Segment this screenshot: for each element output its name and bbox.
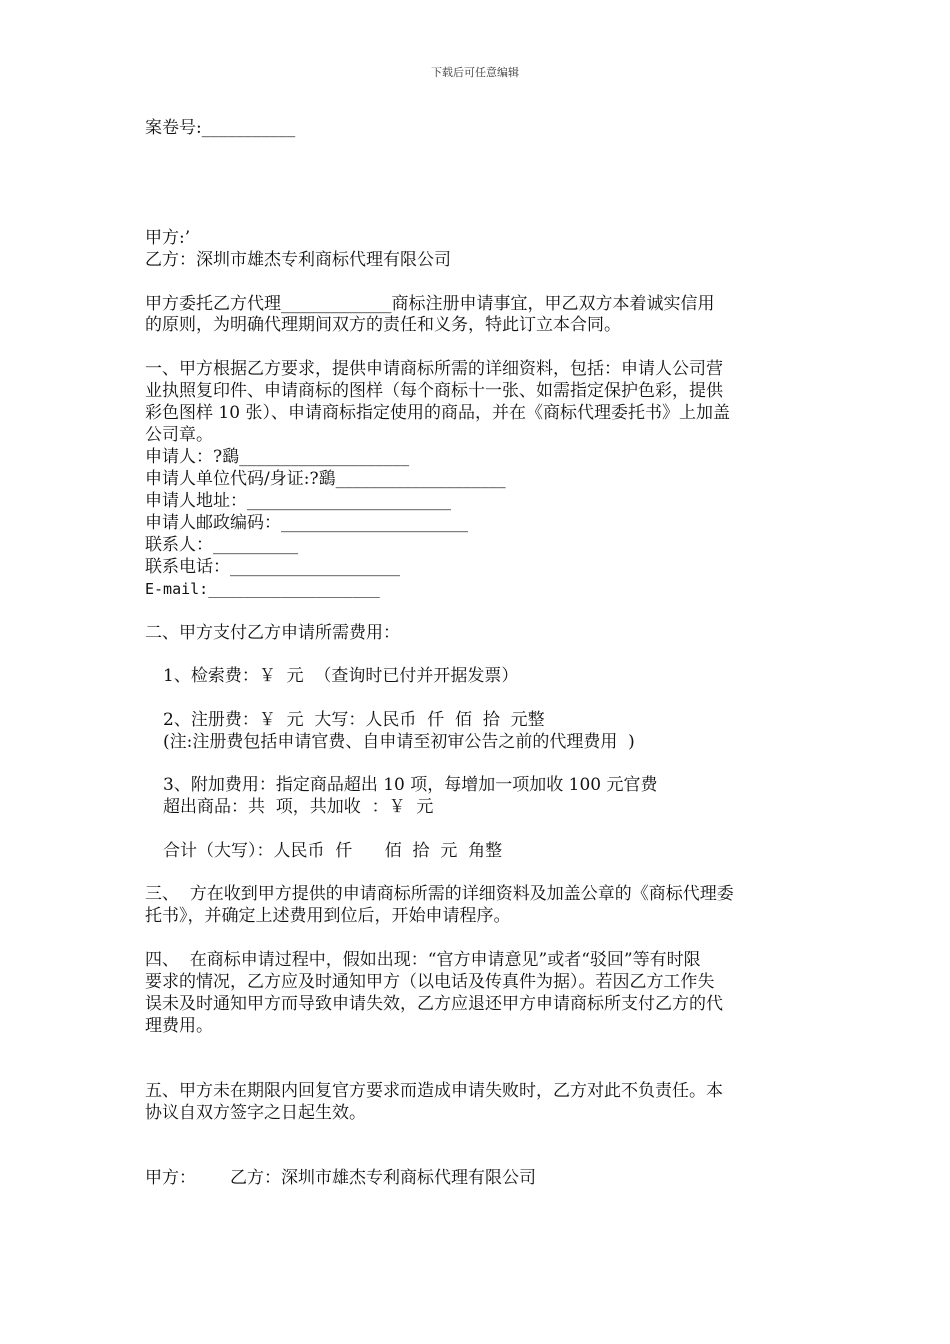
fee-additional: 3、附加费用：指定商品超出 10 项，每增加一项加收 100 元官费 xyxy=(163,775,658,795)
field-contact: 联系人：__________ xyxy=(145,535,298,555)
section-3-line-2: 托书》，并确定上述费用到位后，开始申请程序。 xyxy=(145,906,511,926)
field-postcode: 申请人邮政编码：______________________ xyxy=(145,513,468,533)
intro-line-1: 甲方委托乙方代理_____________商标注册申请事宜，甲乙双方本着诚实信用 xyxy=(145,294,715,314)
fee-total: 合计（大写）：人民币 仟 佰 拾 元 角整 xyxy=(163,841,503,861)
field-email: E-mail:___________________ xyxy=(145,580,380,598)
signature-party-a: 甲方： xyxy=(145,1168,196,1188)
section-3-line-1: 三、 方在收到甲方提供的申请商标所需的详细资料及加盖公章的《商标代理委 xyxy=(145,884,734,904)
field-applicant: 申请人：?鷂____________________ xyxy=(145,447,410,467)
signature-party-b: 乙方：深圳市雄杰专利商标代理有限公司 xyxy=(230,1168,536,1188)
section-1-line-3: 彩色图样 10 张）、申请商标指定使用的商品，并在《商标代理委托书》上加盖 xyxy=(145,403,730,423)
intro-line-2: 的原则，为明确代理期间双方的责任和义务，特此订立本合同。 xyxy=(145,315,621,335)
section-1-line-4: 公司章。 xyxy=(145,425,213,445)
section-5-line-1: 五、甲方未在期限内回复官方要求而造成申请失败时，乙方对此不负责任。本 xyxy=(145,1081,723,1101)
fee-registration-note: (注:注册费包括申请官费、自申请至初审公告之前的代理费用 ) xyxy=(163,732,635,752)
party-b-line: 乙方：深圳市雄杰专利商标代理有限公司 xyxy=(145,250,451,270)
fee-additional-sub: 超出商品：共 项，共加收 ：￥ 元 xyxy=(163,797,434,817)
page-header: 下载后可任意编辑 xyxy=(431,66,519,79)
section-4-line-3: 误未及时通知甲方而导致申请失效，乙方应退还甲方申请商标所支付乙方的代 xyxy=(145,994,723,1014)
section-2-title: 二、甲方支付乙方申请所需费用： xyxy=(145,623,400,643)
fee-search: 1、检索费：￥ 元 （查询时已付并开据发票） xyxy=(163,666,519,686)
section-4-line-2: 要求的情况，乙方应及时通知甲方（以电话及传真件为据）。若因乙方工作失 xyxy=(145,972,715,992)
section-1-line-1: 一、甲方根据乙方要求，提供申请商标所需的详细资料，包括：申请人公司营 xyxy=(145,359,723,379)
section-1-line-2: 业执照复印件、申请商标的图样（每个商标十一张、如需指定保护色彩，提供 xyxy=(145,381,723,401)
case-number: 案卷号:___________ xyxy=(145,118,296,138)
section-4-line-1: 四、 在商标申请过程中，假如出现：“官方申请意见”或者“驳回”等有时限 xyxy=(145,950,701,970)
field-address: 申请人地址：________________________ xyxy=(145,491,451,511)
field-phone: 联系电话：____________________ xyxy=(145,557,400,577)
section-5-line-2: 协议自双方签字之日起生效。 xyxy=(145,1103,366,1123)
field-applicant-code: 申请人单位代码/身证:?鷂____________________ xyxy=(145,469,506,489)
section-4-line-4: 理费用。 xyxy=(145,1016,213,1036)
party-a-line: 甲方:’ xyxy=(145,228,191,248)
fee-registration: 2、注册费：￥ 元 大写：人民币 仟 佰 拾 元整 xyxy=(163,710,545,730)
